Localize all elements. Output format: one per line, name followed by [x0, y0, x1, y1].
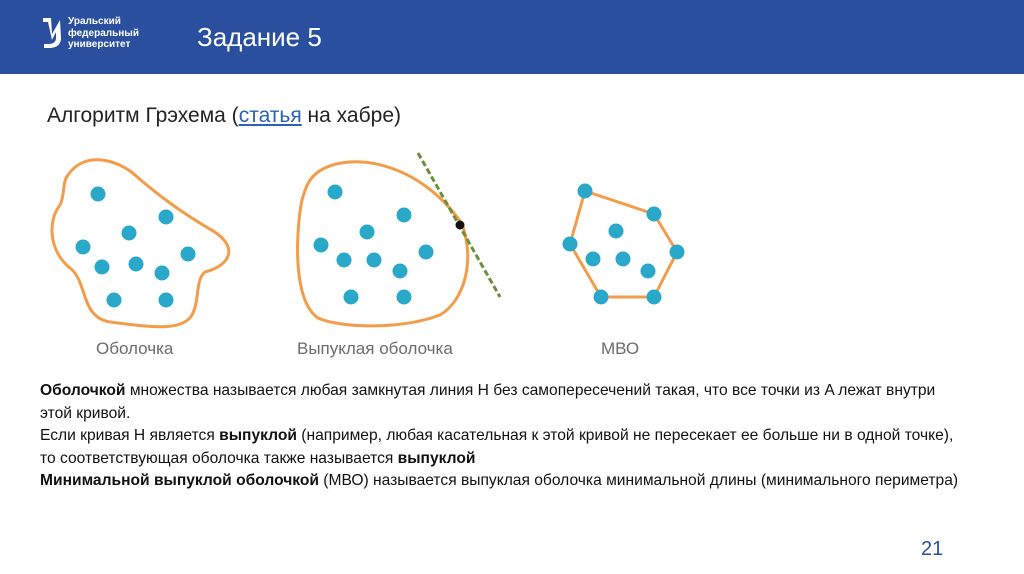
- point: [76, 240, 91, 255]
- point: [159, 293, 174, 308]
- term-hull: Оболочкой: [40, 382, 126, 399]
- definition-convex: [40, 425, 970, 470]
- point: [670, 245, 685, 260]
- point: [397, 290, 412, 305]
- hull-figure: [52, 160, 229, 358]
- point: [397, 208, 412, 223]
- point: [95, 260, 110, 275]
- point: [122, 226, 137, 241]
- term-convex: выпуклой: [219, 427, 297, 444]
- figure-label: МВО: [601, 339, 640, 358]
- definition-mvo: [40, 470, 970, 493]
- logo-line: университет: [68, 39, 131, 50]
- point: [641, 264, 656, 279]
- point: [155, 266, 170, 281]
- point: [314, 238, 329, 253]
- point: [328, 185, 343, 200]
- subtitle-suffix: на хабре): [301, 104, 401, 127]
- definitions-text: [40, 380, 970, 493]
- minimal-hull-polygon: [570, 191, 677, 297]
- point: [647, 207, 662, 222]
- point: [393, 264, 408, 279]
- point: [594, 290, 609, 305]
- tangent-point: [456, 221, 465, 230]
- point: [586, 252, 601, 267]
- point: [616, 252, 631, 267]
- point: [609, 224, 624, 239]
- definition-text: (например, любая касательная к этой кривой не пересекает ее больше ни в одной точке), то соответствующая оболочка также называется: [40, 427, 954, 467]
- page-number: 21: [921, 538, 944, 560]
- term-mvo: Минимальной выпуклой оболочкой: [40, 472, 319, 489]
- convex-hull-figure: [297, 153, 500, 358]
- definition-text: Если кривая H является: [40, 427, 220, 444]
- definition-text: множества называется любая замкнутая линия H без самопересечений такая, что все точки из A лежат внутри этой кривой.: [40, 382, 936, 422]
- point: [563, 237, 578, 252]
- point: [578, 184, 593, 199]
- logo-line: Уральский: [68, 16, 121, 27]
- point: [107, 293, 122, 308]
- point: [344, 290, 359, 305]
- point: [337, 253, 352, 268]
- minimal-hull-figure: [563, 184, 685, 359]
- figure-label: Выпуклая оболочка: [297, 339, 453, 358]
- point: [647, 290, 662, 305]
- definition-text: (МВО) называется выпуклая оболочка минимальной длины (минимального периметра): [318, 472, 959, 489]
- point: [91, 187, 106, 202]
- definition-hull: [40, 380, 970, 425]
- slide-title: Задание 5: [197, 22, 322, 52]
- point: [367, 253, 382, 268]
- point: [129, 257, 144, 272]
- article-link[interactable]: статья: [238, 104, 302, 127]
- point: [181, 247, 196, 262]
- figure-label: Оболочка: [96, 339, 174, 358]
- term-convex: выпуклой: [397, 449, 476, 467]
- logo-line: федеральный: [68, 27, 139, 39]
- point: [159, 210, 174, 225]
- subtitle-prefix: Алгоритм Грэхема (: [47, 104, 239, 127]
- point: [360, 225, 375, 240]
- point: [419, 245, 434, 260]
